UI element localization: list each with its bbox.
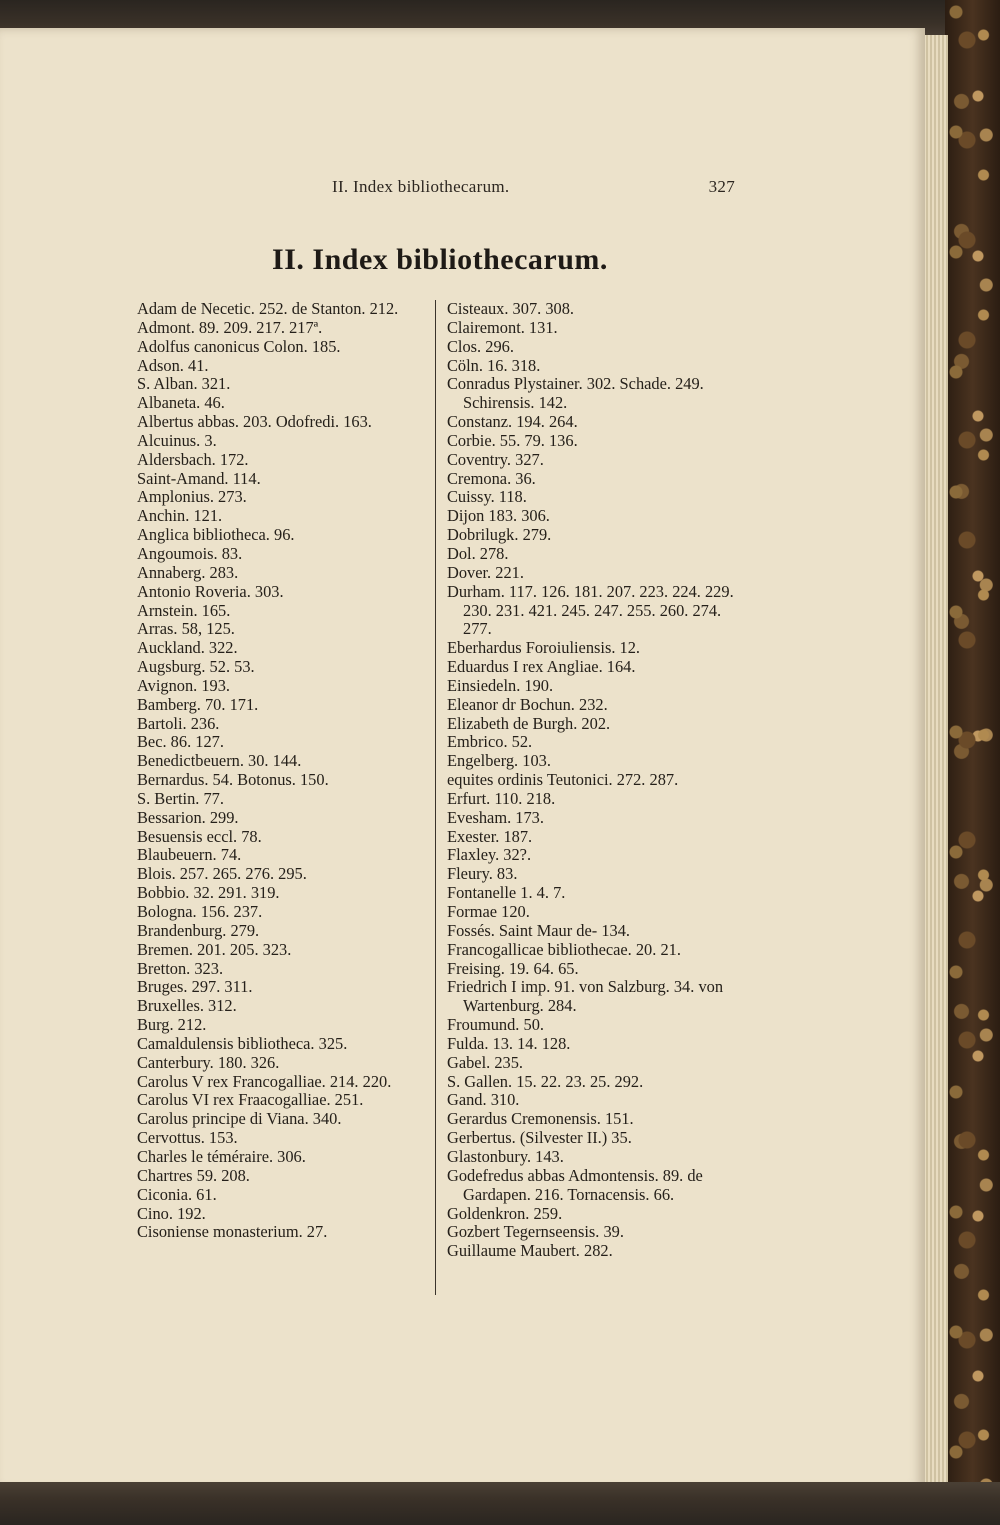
index-entry: Bec. 86. 127. [137, 732, 224, 752]
index-entry: S. Alban. 321. [137, 374, 231, 394]
column-divider [435, 300, 436, 1295]
index-entry: Benedictbeuern. 30. 144. [137, 751, 302, 771]
index-entry: Arras. 58, 125. [137, 619, 235, 639]
index-entry: Admont. 89. 209. 217. 217ª. [137, 317, 323, 337]
index-entry: Gerardus Cremonensis. 151. [447, 1109, 634, 1129]
running-head [300, 177, 735, 201]
index-entry: Cino. 192. [137, 1203, 206, 1223]
index-entry: Adson. 41. [137, 355, 209, 375]
index-entry: Guillaume Maubert. 282. [447, 1241, 613, 1261]
index-entry: Dover. 221. [447, 562, 524, 582]
index-entry: Cisteaux. 307. 308. [447, 299, 575, 318]
index-entry: Embrico. 52. [447, 732, 533, 752]
index-entry: Fleury. 83. [447, 864, 518, 884]
index-entry: Gabel. 235. [447, 1052, 524, 1072]
index-entry: Antonio Roveria. 303. [137, 581, 284, 601]
index-entry: Gand. 310. [447, 1090, 520, 1110]
index-entry: Froumund. 50. [447, 1015, 544, 1035]
index-entry: Fossés. Saint Maur de- 134. [447, 920, 631, 940]
index-entry: Carolus principe di Viana. 340. [137, 1109, 342, 1129]
index-entry: S. Gallen. 15. 22. 23. 25. 292. [447, 1071, 644, 1091]
index-entry: Conradus Plystainer. 302. Schade. 249. Schirensis. 142. [447, 374, 704, 413]
index-entry: Carolus V rex Francogalliae. 214. 220. [137, 1071, 392, 1091]
index-entry: Francogallicae bibliothecae. 20. 21. [447, 939, 681, 959]
index-entry: Albertus abbas. 203. Odofredi. 163. [137, 412, 372, 432]
index-entry: Glastonbury. 143. [447, 1146, 564, 1166]
index-entry: Augsburg. 52. 53. [137, 657, 255, 677]
index-entry: Carolus VI rex Fraacogalliae. 251. [137, 1090, 364, 1110]
index-entry: Formae 120. [447, 902, 530, 921]
index-entry: Annaberg. 283. [137, 562, 239, 582]
index-entry: Clos. 296. [447, 336, 514, 356]
book-edge-bottom [0, 1482, 1000, 1525]
index-entry: Chartres 59. 208. [137, 1165, 250, 1185]
index-entry: Charles le téméraire. 306. [137, 1146, 306, 1166]
page-number: 327 [708, 177, 735, 196]
index-entry: Constanz. 194. 264. [447, 412, 578, 432]
index-entry: Ciconia. 61. [137, 1184, 217, 1204]
index-entry: Auckland. 322. [137, 638, 238, 658]
index-entry: Anchin. 121. [137, 506, 223, 526]
index-entry: Blaubeuern. 74. [137, 845, 242, 865]
index-entry: Godefredus abbas Admontensis. 89. de Gardapen. 216. Tornacensis. 66. [447, 1165, 703, 1204]
index-entry: Camaldulensis bibliotheca. 325. [137, 1033, 348, 1053]
index-entry: Fontanelle 1. 4. 7. [447, 883, 566, 903]
index-entry: Eduardus I rex Angliae. 164. [447, 657, 636, 677]
index-entry: Erfurt. 110. 218. [447, 788, 556, 808]
index-entry: Cöln. 16. 318. [447, 355, 541, 375]
index-entry: Cuissy. 118. [447, 487, 527, 507]
index-entry: Cisoniense monasterium. 27. [137, 1222, 328, 1242]
index-entry: Dol. 278. [447, 543, 509, 563]
index-entry: Saint-Amand. 114. [137, 468, 261, 488]
index-entry: Amplonius. 273. [137, 487, 247, 507]
index-entry: Aldersbach. 172. [137, 449, 249, 469]
index-entry: Avignon. 193. [137, 675, 231, 695]
index-entry: equites ordinis Teutonici. 272. 287. [447, 770, 679, 790]
index-entry: Gerbertus. (Silvester II.) 35. [447, 1128, 632, 1148]
index-entry: Bobbio. 32. 291. 319. [137, 883, 280, 903]
index-entry: Durham. 117. 126. 181. 207. 223. 224. 229. 230. 231. 421. 245. 247. 255. 260. 274. 277. [447, 581, 734, 639]
index-entry: Gozbert Tegernseensis. 39. [447, 1222, 624, 1242]
index-entry: Brandenburg. 279. [137, 920, 260, 940]
index-entry: Engelberg. 103. [447, 751, 551, 771]
index-entry: Bernardus. 54. Botonus. 150. [137, 770, 329, 790]
index-entry: Angoumois. 83. [137, 543, 243, 563]
index-entry: Cremona. 36. [447, 468, 536, 488]
index-entry: Canterbury. 180. 326. [137, 1052, 280, 1072]
index-entry: Flaxley. 32?. [447, 845, 532, 865]
index-entry: Friedrich I imp. 91. von Salzburg. 34. von Wartenburg. 284. [447, 977, 724, 1016]
index-entry: Anglica bibliotheca. 96. [137, 525, 295, 545]
index-entry: Adam de Necetic. 252. de Stanton. 212. [137, 299, 399, 318]
index-entry: Bretton. 323. [137, 958, 224, 978]
index-entry: Coventry. 327. [447, 449, 544, 469]
index-entry: Bruges. 297. 311. [137, 977, 253, 997]
index-entry: Elizabeth de Burgh. 202. [447, 713, 611, 733]
index-entry: Cervottus. 153. [137, 1128, 238, 1148]
index-entry: Bessarion. 299. [137, 807, 239, 827]
index-entry: Blois. 257. 265. 276. 295. [137, 864, 307, 884]
index-entry: Einsiedeln. 190. [447, 675, 554, 695]
index-entry: Alcuinus. 3. [137, 430, 217, 450]
index-entry: Arnstein. 165. [137, 600, 231, 620]
index-entry: Dijon 183. 306. [447, 506, 550, 526]
index-entry: S. Bertin. 77. [137, 788, 224, 808]
index-entry: Bruxelles. 312. [137, 996, 237, 1016]
index-column-left [137, 300, 427, 1242]
index-entry: Bamberg. 70. 171. [137, 694, 259, 714]
index-entry: Exester. 187. [447, 826, 533, 846]
index-entry: Dobrilugk. 279. [447, 525, 552, 545]
index-entry: Eberhardus Foroiuliensis. 12. [447, 638, 641, 658]
index-entry: Bartoli. 236. [137, 713, 220, 733]
page-title: II. Index bibliothecarum. [272, 243, 608, 276]
index-entry: Eleanor dr Bochun. 232. [447, 694, 608, 714]
index-entry: Burg. 212. [137, 1015, 207, 1035]
index-column-right [447, 300, 747, 1261]
index-entry: Albaneta. 46. [137, 393, 225, 413]
index-entry: Goldenkron. 259. [447, 1203, 563, 1223]
index-entry: Bremen. 201. 205. 323. [137, 939, 292, 959]
running-title: II. Index bibliothecarum. [332, 177, 510, 196]
marbled-cover [945, 0, 1000, 1525]
index-entry: Besuensis eccl. 78. [137, 826, 262, 846]
index-entry: Bologna. 156. 237. [137, 902, 263, 921]
index-entry: Fulda. 13. 14. 128. [447, 1033, 571, 1053]
index-entry: Freising. 19. 64. 65. [447, 958, 579, 978]
index-entry: Evesham. 173. [447, 807, 544, 827]
index-entry: Clairemont. 131. [447, 317, 558, 337]
index-entry: Adolfus canonicus Colon. 185. [137, 336, 341, 356]
index-entry: Corbie. 55. 79. 136. [447, 430, 578, 450]
